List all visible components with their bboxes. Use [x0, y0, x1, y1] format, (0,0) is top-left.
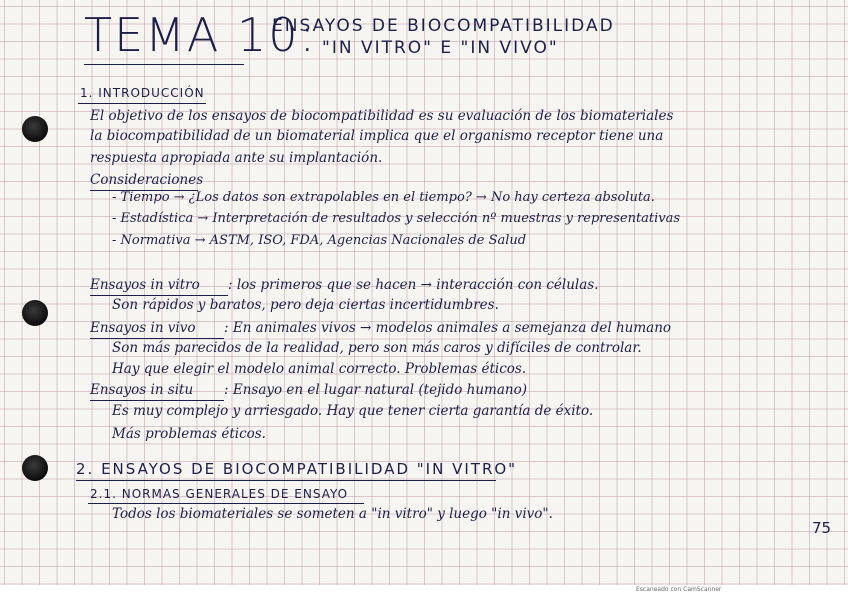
- heading-underline: [78, 103, 206, 104]
- text-line: Todos los biomateriales se someten a "in vitro" y luego "in vivo".: [112, 506, 553, 522]
- text-line: El objetivo de los ensayos de biocompatibilidad es su evaluación de los biomateriales: [90, 108, 674, 124]
- text-line: la biocompatibilidad de un biomaterial implica que el organismo receptor tiene una: [90, 128, 664, 144]
- consideration-item: - Normativa → ASTM, ISO, FDA, Agencias Nacionales de Salud: [112, 233, 527, 248]
- label-underline: [90, 338, 224, 339]
- consideration-item: - Estadística → Interpretación de resultados y selección nº muestras y representativas: [112, 211, 681, 226]
- in-vitro-label: Ensayos in vitro: [90, 277, 200, 293]
- label-underline: [90, 295, 228, 296]
- scanner-watermark: Escaneado con CamScanner: [636, 586, 722, 593]
- title-line-1: ENSAYOS DE BIOCOMPATIBILIDAD: [272, 16, 615, 36]
- in-vitro-text: Son rápidos y baratos, pero deja ciertas incertidumbres.: [112, 297, 499, 313]
- title-line-2: "IN VITRO" E "IN VIVO": [322, 38, 559, 58]
- in-situ-text: Más problemas éticos.: [112, 426, 266, 442]
- in-situ-text: : Ensayo en el lugar natural (tejido humano): [224, 382, 527, 398]
- heading-underline: [88, 503, 364, 504]
- page-number: 75: [812, 519, 832, 537]
- binder-hole: [22, 300, 48, 326]
- label-underline: [90, 400, 224, 401]
- subsection-heading: 2.1. NORMAS GENERALES DE ENSAYO: [90, 487, 349, 501]
- consideration-item: - Tiempo → ¿Los datos son extrapolables en el tiempo? → No hay certeza absoluta.: [112, 190, 655, 205]
- considerations-label: Consideraciones: [90, 172, 204, 188]
- section-heading-introduccion: 1. INTRODUCCIÓN: [80, 86, 205, 100]
- in-vivo-text: Son más parecidos de la realidad, pero son más caros y difíciles de controlar.: [112, 340, 642, 356]
- page-title: TEMA 10:: [84, 8, 317, 62]
- heading-underline: [76, 480, 496, 481]
- in-vivo-text: Hay que elegir el modelo animal correcto. Problemas éticos.: [112, 361, 527, 377]
- in-vitro-text: : los primeros que se hacen → interacción con células.: [228, 277, 599, 293]
- in-vivo-text: : En animales vivos → modelos animales a semejanza del humano: [224, 320, 672, 336]
- section-heading-ensayos-in-vitro: 2. ENSAYOS DE BIOCOMPATIBILIDAD "IN VITRO": [76, 460, 518, 478]
- in-situ-text: Es muy complejo y arriesgado. Hay que tener cierta garantía de éxito.: [112, 403, 594, 419]
- text-line: respuesta apropiada ante su implantación.: [90, 150, 383, 166]
- in-situ-label: Ensayos in situ: [90, 382, 194, 398]
- in-vivo-label: Ensayos in vivo: [90, 320, 196, 336]
- binder-hole: [22, 116, 48, 142]
- title-underline: [84, 64, 244, 65]
- binder-hole: [22, 455, 48, 481]
